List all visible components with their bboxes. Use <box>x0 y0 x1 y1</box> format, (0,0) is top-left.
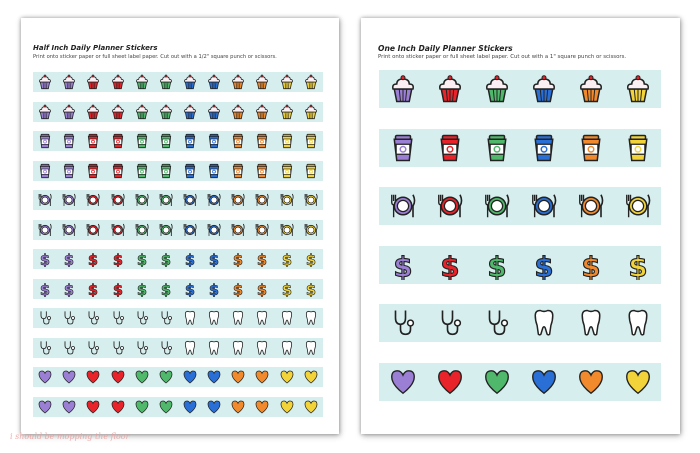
heart-icon <box>61 399 77 415</box>
place-setting-icon <box>206 192 222 208</box>
stethoscope-icon <box>85 340 101 356</box>
svg-text:$: $ <box>39 281 51 297</box>
dollar-sign-icon <box>85 251 101 267</box>
stethoscope-icon <box>435 308 465 338</box>
svg-text:$: $ <box>160 252 171 267</box>
cupcake-icon <box>61 104 77 120</box>
svg-text:$: $ <box>580 250 601 280</box>
heart-icon <box>37 369 53 385</box>
place-setting-icon <box>61 192 77 208</box>
svg-text:$: $ <box>160 281 171 297</box>
place-setting-icon <box>134 222 150 238</box>
sticker-strip <box>33 131 323 151</box>
coffee-cup-icon <box>134 163 150 179</box>
svg-text:$: $ <box>257 252 268 267</box>
cupcake-icon <box>254 74 270 90</box>
cupcake-icon <box>110 104 126 120</box>
sticker-strip <box>33 72 323 92</box>
coffee-cup-icon <box>279 133 295 149</box>
sticker-strip <box>33 249 323 269</box>
place-setting-icon <box>134 192 150 208</box>
dollar-sign-icon <box>61 251 77 267</box>
cupcake-icon <box>182 104 198 120</box>
coffee-cup-icon <box>435 133 465 163</box>
heart-icon <box>158 369 174 385</box>
place-setting-icon <box>110 222 126 238</box>
sticker-strip <box>33 308 323 328</box>
place-setting-icon <box>576 191 606 221</box>
coffee-cup-icon <box>110 133 126 149</box>
dollar-sign-icon <box>230 251 246 267</box>
coffee-cup-icon <box>182 133 198 149</box>
coffee-cup-icon <box>37 163 53 179</box>
cupcake-icon <box>206 104 222 120</box>
watermark-logo: i should be mopping the floor <box>10 432 130 441</box>
svg-text:$: $ <box>533 250 554 280</box>
dollar-sign-icon <box>279 251 295 267</box>
dollar-sign-icon <box>37 281 53 297</box>
heart-icon <box>182 399 198 415</box>
coffee-cup-icon <box>182 163 198 179</box>
heart-icon <box>110 399 126 415</box>
place-setting-icon <box>206 222 222 238</box>
dollar-sign-icon <box>254 281 270 297</box>
dollar-sign-icon <box>158 281 174 297</box>
svg-text:$: $ <box>88 281 99 297</box>
place-setting-icon <box>61 222 77 238</box>
dollar-sign-icon <box>254 251 270 267</box>
tooth-icon <box>230 310 246 326</box>
heart-icon <box>482 367 512 397</box>
sheet-title: One Inch Daily Planner Stickers <box>378 44 513 53</box>
svg-text:$: $ <box>392 250 413 280</box>
heart-icon <box>230 399 246 415</box>
tooth-icon <box>254 340 270 356</box>
stethoscope-icon <box>61 340 77 356</box>
svg-text:$: $ <box>439 250 460 280</box>
cupcake-icon <box>37 104 53 120</box>
dollar-sign-icon <box>85 281 101 297</box>
heart-icon <box>254 399 270 415</box>
heart-icon <box>85 369 101 385</box>
coffee-cup-icon <box>85 163 101 179</box>
svg-text:$: $ <box>281 281 292 297</box>
heart-icon <box>303 369 319 385</box>
svg-text:$: $ <box>184 252 196 267</box>
tooth-icon <box>206 310 222 326</box>
cupcake-icon <box>85 74 101 90</box>
tooth-icon <box>206 340 222 356</box>
place-setting-icon <box>279 192 295 208</box>
cupcake-icon <box>158 104 174 120</box>
dollar-sign-icon <box>110 251 126 267</box>
dollar-sign-icon <box>110 281 126 297</box>
sticker-strip <box>33 220 323 240</box>
place-setting-icon <box>85 222 101 238</box>
coffee-cup-icon <box>158 163 174 179</box>
place-setting-icon <box>623 191 653 221</box>
sticker-strip <box>33 367 323 387</box>
coffee-cup-icon <box>254 163 270 179</box>
tooth-icon <box>303 310 319 326</box>
cupcake-icon <box>37 74 53 90</box>
coffee-cup-icon <box>37 133 53 149</box>
dollar-sign-icon <box>37 251 53 267</box>
dollar-sign-icon <box>482 250 512 280</box>
stethoscope-icon <box>37 340 53 356</box>
dollar-sign-icon <box>206 281 222 297</box>
heart-icon <box>529 367 559 397</box>
dollar-sign-icon <box>623 250 653 280</box>
coffee-cup-icon <box>482 133 512 163</box>
heart-icon <box>182 369 198 385</box>
stethoscope-icon <box>110 340 126 356</box>
coffee-cup-icon <box>61 133 77 149</box>
place-setting-icon <box>230 222 246 238</box>
coffee-cup-icon <box>85 133 101 149</box>
svg-text:$: $ <box>486 250 507 280</box>
svg-text:$: $ <box>184 281 196 297</box>
svg-text:$: $ <box>88 252 99 267</box>
heart-icon <box>85 399 101 415</box>
svg-text:$: $ <box>209 252 220 267</box>
coffee-cup-icon <box>279 163 295 179</box>
cupcake-icon <box>230 104 246 120</box>
heart-icon <box>61 369 77 385</box>
coffee-cup-icon <box>230 163 246 179</box>
dollar-sign-icon <box>182 281 198 297</box>
svg-text:$: $ <box>64 281 75 297</box>
heart-icon <box>37 399 53 415</box>
dollar-sign-icon <box>529 250 559 280</box>
place-setting-icon <box>279 222 295 238</box>
cupcake-icon <box>303 74 319 90</box>
place-setting-icon <box>182 192 198 208</box>
sticker-strip <box>33 161 323 181</box>
sticker-strip <box>379 363 661 401</box>
dollar-sign-icon <box>206 251 222 267</box>
sticker-strip <box>379 187 661 225</box>
sticker-strip <box>33 279 323 299</box>
sticker-strip <box>379 70 661 108</box>
cupcake-icon <box>279 104 295 120</box>
sticker-strip <box>33 338 323 358</box>
svg-text:$: $ <box>627 250 648 280</box>
svg-text:$: $ <box>112 252 123 267</box>
svg-text:$: $ <box>233 252 244 267</box>
place-setting-icon <box>388 191 418 221</box>
cupcake-icon <box>576 74 606 104</box>
stethoscope-icon <box>388 308 418 338</box>
stethoscope-icon <box>85 310 101 326</box>
sheet-instructions: Print onto sticker paper or full sheet label paper. Cut out with a 1" square punch or scissors. <box>378 54 627 60</box>
dollar-sign-icon <box>303 251 319 267</box>
dollar-sign-icon <box>158 251 174 267</box>
dollar-sign-icon <box>230 281 246 297</box>
sticker-strip <box>379 246 661 284</box>
svg-text:$: $ <box>305 252 316 267</box>
heart-icon <box>576 367 606 397</box>
place-setting-icon <box>182 222 198 238</box>
cupcake-icon <box>61 74 77 90</box>
sticker-strip <box>33 102 323 122</box>
place-setting-icon <box>254 222 270 238</box>
place-setting-icon <box>303 192 319 208</box>
heart-icon <box>279 369 295 385</box>
tooth-icon <box>182 340 198 356</box>
heart-icon <box>435 367 465 397</box>
heart-icon <box>279 399 295 415</box>
dollar-sign-icon <box>576 250 606 280</box>
place-setting-icon <box>110 192 126 208</box>
heart-icon <box>158 399 174 415</box>
coffee-cup-icon <box>254 133 270 149</box>
cupcake-icon <box>623 74 653 104</box>
coffee-cup-icon <box>303 163 319 179</box>
heart-icon <box>206 369 222 385</box>
heart-icon <box>303 399 319 415</box>
coffee-cup-icon <box>529 133 559 163</box>
sticker-strip <box>33 397 323 417</box>
tooth-icon <box>279 340 295 356</box>
place-setting-icon <box>435 191 465 221</box>
svg-text:$: $ <box>136 252 147 267</box>
tooth-icon <box>623 308 653 338</box>
place-setting-icon <box>230 192 246 208</box>
place-setting-icon <box>529 191 559 221</box>
dollar-sign-icon <box>61 281 77 297</box>
sheet-instructions: Print onto sticker paper or full sheet label paper. Cut out with a 1/2" square punch or scissors. <box>33 54 277 60</box>
cupcake-icon <box>134 104 150 120</box>
cupcake-icon <box>482 74 512 104</box>
coffee-cup-icon <box>388 133 418 163</box>
cupcake-icon <box>230 74 246 90</box>
coffee-cup-icon <box>158 133 174 149</box>
svg-text:$: $ <box>233 281 244 297</box>
svg-text:$: $ <box>257 281 268 297</box>
heart-icon <box>230 369 246 385</box>
stethoscope-icon <box>134 340 150 356</box>
tooth-icon <box>279 310 295 326</box>
svg-text:$: $ <box>136 281 147 297</box>
cupcake-icon <box>134 74 150 90</box>
stethoscope-icon <box>158 310 174 326</box>
one-inch-sticker-sheet <box>361 18 680 434</box>
tooth-icon <box>576 308 606 338</box>
coffee-cup-icon <box>134 133 150 149</box>
place-setting-icon <box>482 191 512 221</box>
place-setting-icon <box>254 192 270 208</box>
cupcake-icon <box>529 74 559 104</box>
cupcake-icon <box>303 104 319 120</box>
heart-icon <box>134 399 150 415</box>
dollar-sign-icon <box>134 251 150 267</box>
svg-text:$: $ <box>281 252 292 267</box>
stethoscope-icon <box>110 310 126 326</box>
heart-icon <box>254 369 270 385</box>
cupcake-icon <box>158 74 174 90</box>
heart-icon <box>110 369 126 385</box>
sticker-strip <box>379 304 661 342</box>
tooth-icon <box>254 310 270 326</box>
heart-icon <box>623 367 653 397</box>
coffee-cup-icon <box>110 163 126 179</box>
svg-text:$: $ <box>112 281 123 297</box>
dollar-sign-icon <box>279 281 295 297</box>
dollar-sign-icon <box>303 281 319 297</box>
heart-icon <box>388 367 418 397</box>
svg-text:$: $ <box>305 281 316 297</box>
svg-text:$: $ <box>39 252 51 267</box>
cupcake-icon <box>182 74 198 90</box>
tooth-icon <box>529 308 559 338</box>
stethoscope-icon <box>482 308 512 338</box>
sticker-strip <box>379 129 661 167</box>
place-setting-icon <box>85 192 101 208</box>
cupcake-icon <box>85 104 101 120</box>
dollar-sign-icon <box>182 251 198 267</box>
coffee-cup-icon <box>206 133 222 149</box>
coffee-cup-icon <box>206 163 222 179</box>
stethoscope-icon <box>37 310 53 326</box>
place-setting-icon <box>158 222 174 238</box>
sheet-title: Half Inch Daily Planner Stickers <box>33 44 158 52</box>
place-setting-icon <box>303 222 319 238</box>
dollar-sign-icon <box>435 250 465 280</box>
stethoscope-icon <box>158 340 174 356</box>
coffee-cup-icon <box>576 133 606 163</box>
tooth-icon <box>230 340 246 356</box>
tooth-icon <box>303 340 319 356</box>
coffee-cup-icon <box>61 163 77 179</box>
dollar-sign-icon <box>388 250 418 280</box>
coffee-cup-icon <box>303 133 319 149</box>
coffee-cup-icon <box>230 133 246 149</box>
cupcake-icon <box>435 74 465 104</box>
cupcake-icon <box>254 104 270 120</box>
place-setting-icon <box>37 192 53 208</box>
cupcake-icon <box>388 74 418 104</box>
place-setting-icon <box>37 222 53 238</box>
coffee-cup-icon <box>623 133 653 163</box>
heart-icon <box>206 399 222 415</box>
svg-text:$: $ <box>209 281 220 297</box>
stethoscope-icon <box>61 310 77 326</box>
stethoscope-icon <box>134 310 150 326</box>
cupcake-icon <box>206 74 222 90</box>
cupcake-icon <box>110 74 126 90</box>
half-inch-sticker-sheet <box>21 18 339 434</box>
svg-text:$: $ <box>64 252 75 267</box>
place-setting-icon <box>158 192 174 208</box>
sticker-strip <box>33 190 323 210</box>
tooth-icon <box>182 310 198 326</box>
dollar-sign-icon <box>134 281 150 297</box>
cupcake-icon <box>279 74 295 90</box>
heart-icon <box>134 369 150 385</box>
